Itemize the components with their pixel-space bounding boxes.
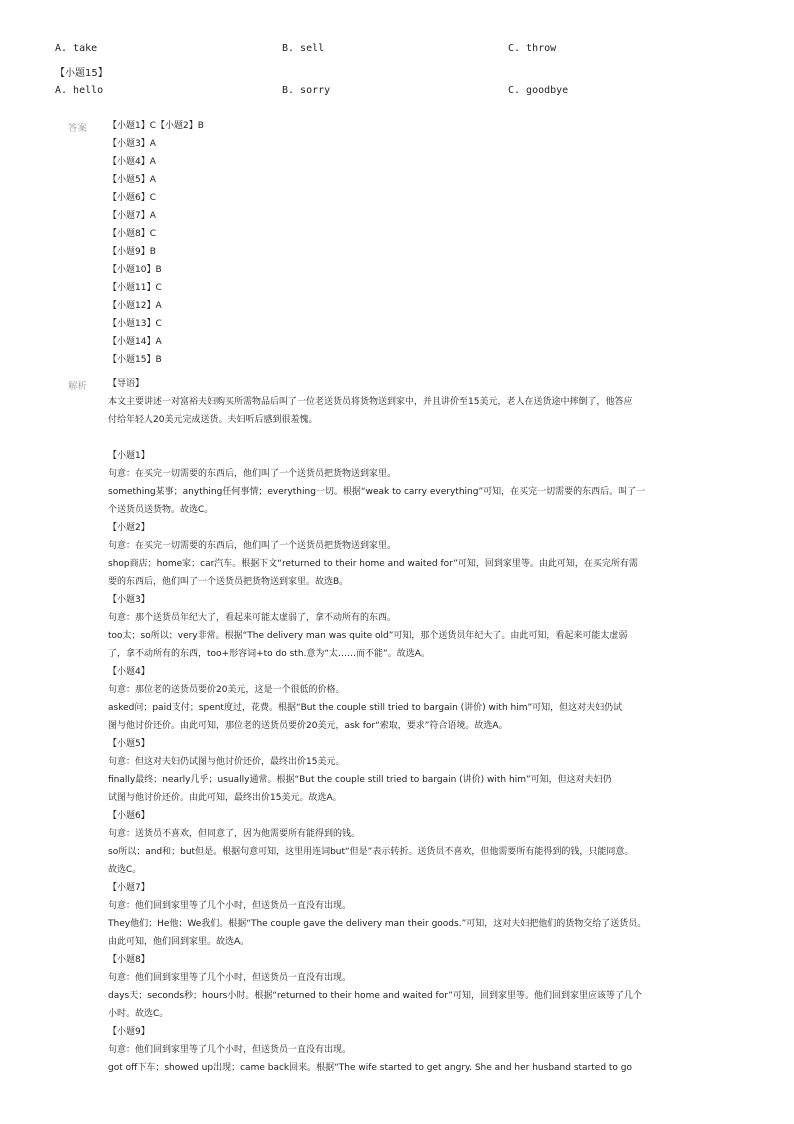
analysis-line: 句意：他们回到家里等了几个小时，但送货员一直没有出现。: [108, 901, 352, 911]
analysis-line: 本文主要讲述一对富裕夫妇购买所需物品后叫了一位老送货员将货物送到家中，并且讲价至15美元，老人在送货途中摔倒了，他答应: [108, 397, 633, 407]
answer-list: [108, 117, 204, 369]
analysis-line: 试图与他讨价还价。由此可知，最终出价15美元。故选A。: [108, 793, 342, 803]
analysis-line: They他们；He他；We我们。根据“The couple gave the delivery man their goods.”可知，这对夫妇把他们的货物交给了送货员。: [108, 919, 647, 929]
option-a: A. take: [55, 43, 98, 54]
analysis-line: something某事；anything任何事情；everything一切。根据“weak to carry everything”可知，在买完一切需要的东西后。叫了一: [108, 487, 646, 497]
analysis-line: 付给年轻人20美元完成送货。夫妇听后感到很羞愧。: [108, 415, 318, 425]
analysis-line: 句意：在买完一切需要的东西后，他们叫了一个送货员把货物送到家里。: [108, 541, 397, 551]
option-c: C. throw: [508, 43, 557, 54]
analysis-line: 句意：他们回到家里等了几个小时，但送货员一直没有出现。: [108, 1045, 352, 1055]
analysis-line: 句意：那个送货员年纪大了，看起来可能太虚弱了，拿不动所有的东西。: [108, 613, 397, 623]
analysis-line: 【小题1】: [108, 451, 150, 461]
analysis-line: 要的东西后，他们叫了一个送货员把货物送到家里。故选B。: [108, 577, 349, 587]
analysis-line: 【小题2】: [108, 523, 150, 533]
option-a: A. hello: [55, 85, 104, 96]
analysis-line: 句意：他们回到家里等了几个小时，但送货员一直没有出现。: [108, 973, 352, 983]
analysis-line: 句意：但这对夫妇仍试图与他讨价还价，最终出价15美元。: [108, 757, 345, 767]
option-c: C. goodbye: [508, 85, 569, 96]
answer-item: 【小题3】A: [108, 139, 156, 149]
answer-item: 【小题11】C: [108, 283, 162, 293]
answer-item: 【小题13】C: [108, 319, 162, 329]
analysis-line: 句意：在买完一切需要的东西后，他们叫了一个送货员把货物送到家里。: [108, 469, 397, 479]
analysis-label: 解析: [68, 381, 88, 392]
analysis-line: 个送货员送货物。故选C。: [108, 505, 214, 515]
analysis-line: 句意：那位老的送货员要价20美元，这是一个很低的价格。: [108, 685, 345, 695]
answer-item: 【小题1】C【小题2】B: [108, 121, 204, 131]
analysis-line: 小时。故选C。: [108, 1009, 169, 1019]
paragraph-gap: [108, 429, 728, 447]
analysis-line: 【小题3】: [108, 595, 150, 605]
analysis-line: 句意：送货员不喜欢，但同意了，因为他需要所有能得到的钱。: [108, 829, 361, 839]
analysis-line: 了，拿不动所有的东西，too+形容词+to do sth.意为“太……而不能”。故选A。: [108, 649, 430, 659]
answer-item: 【小题6】C: [108, 193, 157, 203]
analysis-line: finally最终；nearly几乎；usually通常。根据“But the couple still tried to bargain (讲价) with him”可知，但这对夫妇仍: [108, 775, 612, 785]
analysis-line: got off下车；showed up出现；came back回来。根据“The wife started to get angry. She and her husband started to go: [108, 1063, 633, 1073]
answer-label: 答案: [68, 123, 88, 134]
analysis-line: 【小题5】: [108, 739, 150, 749]
question-15-header: 【小题15】: [55, 68, 108, 79]
analysis-body: [108, 375, 728, 1077]
analysis-line: shop商店；home家；car汽车。根据下文“returned to their home and waited for”可知，回到家里等。由此可知，在买完所有需: [108, 559, 638, 569]
analysis-line: days天；seconds秒；hours小时。根据“returned to their home and waited for”可知，回到家里等。他们回到家里应该等了几个: [108, 991, 642, 1001]
analysis-line: so所以；and和；but但是。根据句意可知，这里用连词but“但是”表示转折。送货员不喜欢，但他需要所有能得到的钱，只能同意。: [108, 847, 634, 857]
answer-item: 【小题12】A: [108, 301, 162, 311]
analysis-line: asked问；paid支付；spent度过，花费。根据“But the couple still tried to bargain (讲价) with him”可知，但这对夫妇仍试: [108, 703, 623, 713]
answer-item: 【小题15】B: [108, 355, 162, 365]
answer-item: 【小题9】B: [108, 247, 156, 257]
question-14-options: [55, 43, 755, 59]
answer-item: 【小题10】B: [108, 265, 162, 275]
analysis-line: 故选C。: [108, 865, 142, 875]
analysis-line: too太；so所以；very非常。根据“The delivery man was quite old”可知，那个送货员年纪大了。由此可知，看起来可能太虚弱: [108, 631, 628, 641]
analysis-line: 图与他讨价还价。由此可知，那位老的送货员要价20美元，ask for“索取，要求”符合语境。故选A。: [108, 721, 508, 731]
answer-item: 【小题5】A: [108, 175, 156, 185]
answer-item: 【小题4】A: [108, 157, 156, 167]
answer-item: 【小题7】A: [108, 211, 156, 221]
option-b: B. sell: [282, 43, 325, 54]
analysis-line: 由此可知，他们回到家里。故选A。: [108, 937, 250, 947]
answer-item: 【小题8】C: [108, 229, 157, 239]
analysis-line: 【小题4】: [108, 667, 150, 677]
analysis-line: 【小题9】: [108, 1027, 150, 1037]
analysis-line: 【小题6】: [108, 811, 150, 821]
option-b: B. sorry: [282, 85, 331, 96]
analysis-line: 【导语】: [108, 379, 145, 389]
analysis-line: 【小题8】: [108, 955, 150, 965]
analysis-line: 【小题7】: [108, 883, 150, 893]
answer-item: 【小题14】A: [108, 337, 162, 347]
question-15-options: [55, 85, 755, 101]
